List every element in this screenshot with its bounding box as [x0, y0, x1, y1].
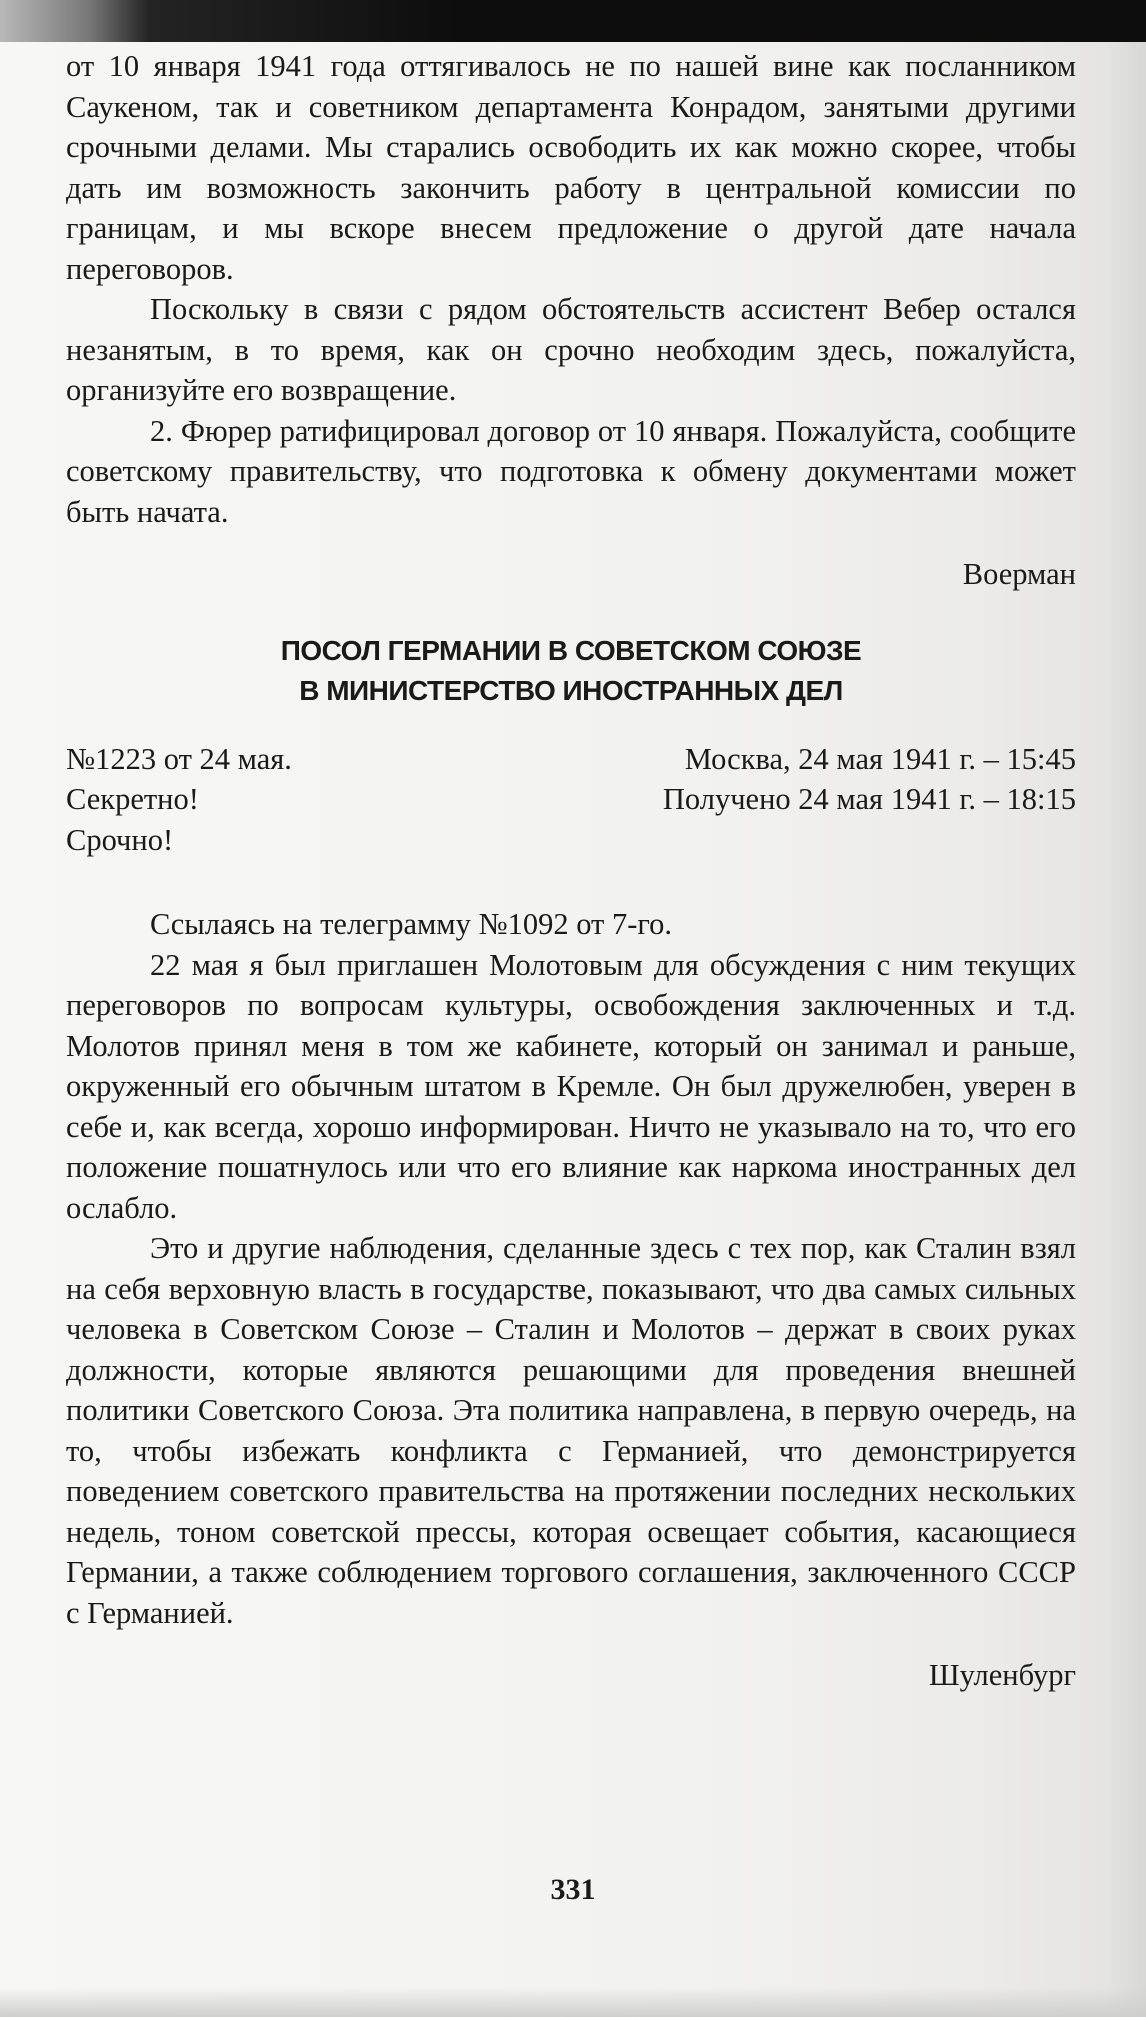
telegram-number: №1223 от 24 мая. — [66, 741, 292, 776]
scan-top-left-shadow — [0, 0, 150, 42]
paragraph-5: Это и другие наблюдения, сделанные здесь с тех пор, как Сталин взял на себя верховную власть в государстве, показывают, что два самых сильных человека в Советском Союзе – Сталин и Молотов – держат в своих руках должности, которые являются решающими для проведения внешней политики Советского Союза. Эта политика направлена, в первую очередь, на то, чтобы избежать конфликта с Германией, что демонстрируется поведением советского правительства на протяжении последних нескольких недель, тоном советской прессы, которая освещает события, касающиеся Германии, а также соблюдением торгового соглашения, заключенного СССР с Германией. — [66, 1231, 1076, 1630]
scan-top-shadow — [0, 0, 1146, 42]
received-datetime: Получено 24 мая 1941 г. – 18:15 — [662, 782, 1076, 816]
heading-line-2: В МИНИСТЕРСТВО ИНОСТРАННЫХ ДЕЛ — [299, 674, 843, 706]
page-number: 331 — [550, 1873, 596, 1906]
meta-row-1 — [66, 739, 1076, 780]
paragraph-1: от 10 января 1941 года оттягивалось не по нашей вине как посланником Саукеном, так и советником департамента Конрадом, занятыми другими срочными делами. Мы старались освободить их как можно скорее, чтобы дать им возможность закончить работу в центральной комиссии по границам, и мы вскоре внесем предложение о другой дате начала переговоров. — [66, 49, 1076, 286]
urgent-mark: Срочно! — [66, 822, 174, 857]
page-body — [66, 46, 1076, 1696]
telegram-meta — [66, 739, 1076, 861]
secret-mark: Секретно! — [66, 782, 199, 816]
meta-row-2 — [66, 779, 1076, 820]
signature-woermann: Воерман — [962, 557, 1076, 591]
paragraph-3: 2. Фюрер ратифицировал договор от 10 января. Пожалуйста, сообщите советскому правительству, что подготовка к обмену документами может быть начата. — [66, 413, 1076, 529]
paragraph-4: 22 мая я был приглашен Молотовым для обсуждения с ним текущих переговоров по вопросам культуры, освобождения заключенных и т.д. Молотов принял меня в том же кабинете, который он занимал и раньше, окруженный его обычным штатом в Кремле. Он был дружелюбен, уверен в себе и, как всегда, хорошо информирован. Ничто не указывало на то, что его положение пошатнулось или что его влияние как наркома иностранных дел ослабло. — [66, 947, 1076, 1225]
signature-schulenburg: Шуленбург — [928, 1658, 1076, 1692]
scan-right-shadow — [1106, 42, 1146, 2017]
paragraph-2: Поскольку в связи с рядом обстоятельств ассистент Вебер остался незанятым, в то время, как он срочно необходим здесь, пожалуйста, организуйте его возвращение. — [66, 292, 1076, 407]
scan-bottom-shadow — [0, 1987, 1146, 2017]
document-heading — [66, 631, 1076, 711]
heading-line-1: ПОСОЛ ГЕРМАНИИ В СОВЕТСКОМ СОЮЗЕ — [280, 634, 862, 666]
sent-datetime: Москва, 24 мая 1941 г. – 15:45 — [684, 741, 1076, 776]
reference-line: Ссылаясь на телеграмму №1092 от 7-го. — [150, 907, 673, 941]
meta-row-3 — [66, 820, 1076, 861]
